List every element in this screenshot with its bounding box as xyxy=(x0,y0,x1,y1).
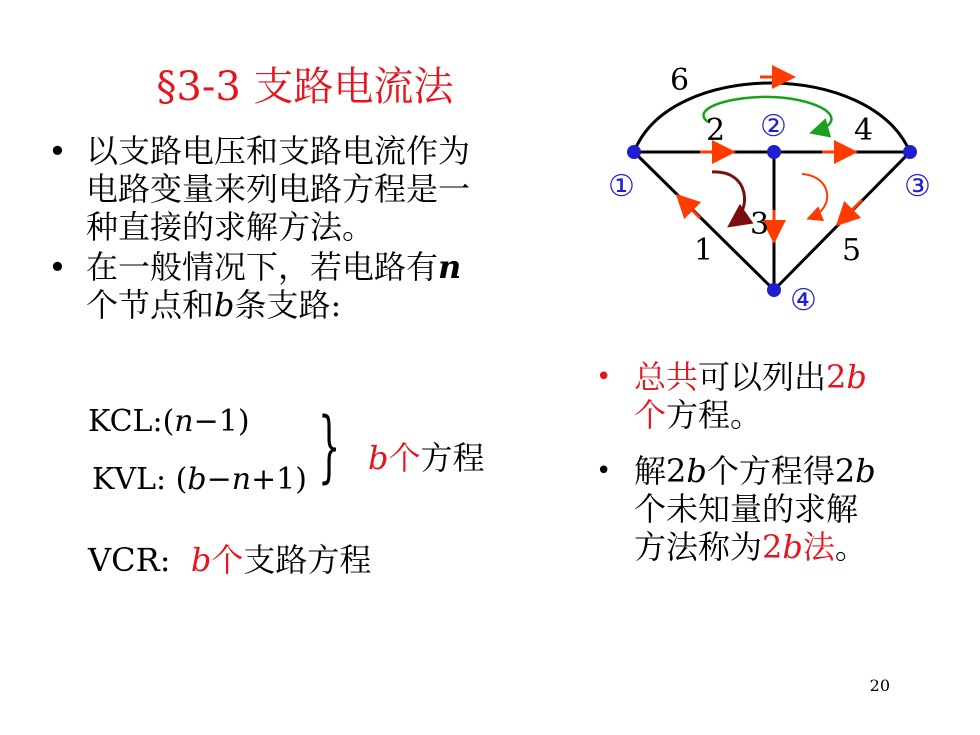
bullet-dot: • xyxy=(48,248,67,286)
node-label-2: ② xyxy=(760,109,787,144)
right-bullet-2: • 解2b个方程得2b 个未知量的求解 方法称为2b法。 xyxy=(596,452,876,566)
bullet-2-text-c: 条支路: xyxy=(234,286,342,324)
node-label-3: ③ xyxy=(904,169,931,204)
node-label-1: ① xyxy=(608,169,635,204)
vcr-equation: VCR: b个支路方程 xyxy=(88,541,372,579)
right-bullet-list xyxy=(596,358,916,566)
page-title: §3-3 支路电流法 xyxy=(156,64,454,110)
node-label-4: ④ xyxy=(790,283,817,318)
bullet-dot: • xyxy=(48,132,67,170)
branch-label-4: 4 xyxy=(854,113,874,148)
page-number: 20 xyxy=(869,676,890,695)
bullet-1-line-2: 电路变量来列电路方程是一 xyxy=(86,170,471,208)
branch-label-5: 5 xyxy=(842,233,862,268)
bullet-1-line-1: 以支路电压和支路电流作为 xyxy=(86,132,471,170)
curly-brace: } xyxy=(318,402,341,492)
left-bullet-list xyxy=(48,132,568,324)
bullet-dot: • xyxy=(596,362,612,392)
node-4 xyxy=(767,283,781,297)
branch-label-6: 6 xyxy=(670,63,690,98)
arrow-branch-1 xyxy=(680,198,700,218)
bullet-item-2 xyxy=(48,248,568,324)
bullet-1-line-3: 种直接的求解方法。 xyxy=(86,208,375,246)
var-n: n xyxy=(438,248,462,286)
branch-label-3: 3 xyxy=(750,207,770,242)
bullet-dot: • xyxy=(596,456,612,486)
node-1 xyxy=(627,145,641,159)
node-3 xyxy=(903,145,917,159)
var-b: b xyxy=(214,286,235,324)
loop-arrow-2 xyxy=(802,174,827,218)
branch-label-1: 1 xyxy=(694,233,714,268)
bullet-2-text-a: 在一般情况下，若电路有 xyxy=(86,248,439,286)
node-2 xyxy=(767,145,781,159)
b-equations-label: b个方程 xyxy=(368,439,485,477)
right-bullet-1: • 总共可以列出2b 个方程。 xyxy=(596,358,867,434)
bullet-item-1 xyxy=(48,132,568,246)
arrow-branch-5 xyxy=(840,200,862,222)
kvl-equation: KVL: (b−n+1) xyxy=(92,462,307,497)
circuit-graph xyxy=(600,60,960,340)
branch-label-2: 2 xyxy=(706,113,726,148)
loop-arrow-1 xyxy=(712,172,745,224)
bullet-2-text-b: 个节点和 xyxy=(86,286,215,324)
kcl-equation: KCL:(n−1) xyxy=(88,404,250,439)
